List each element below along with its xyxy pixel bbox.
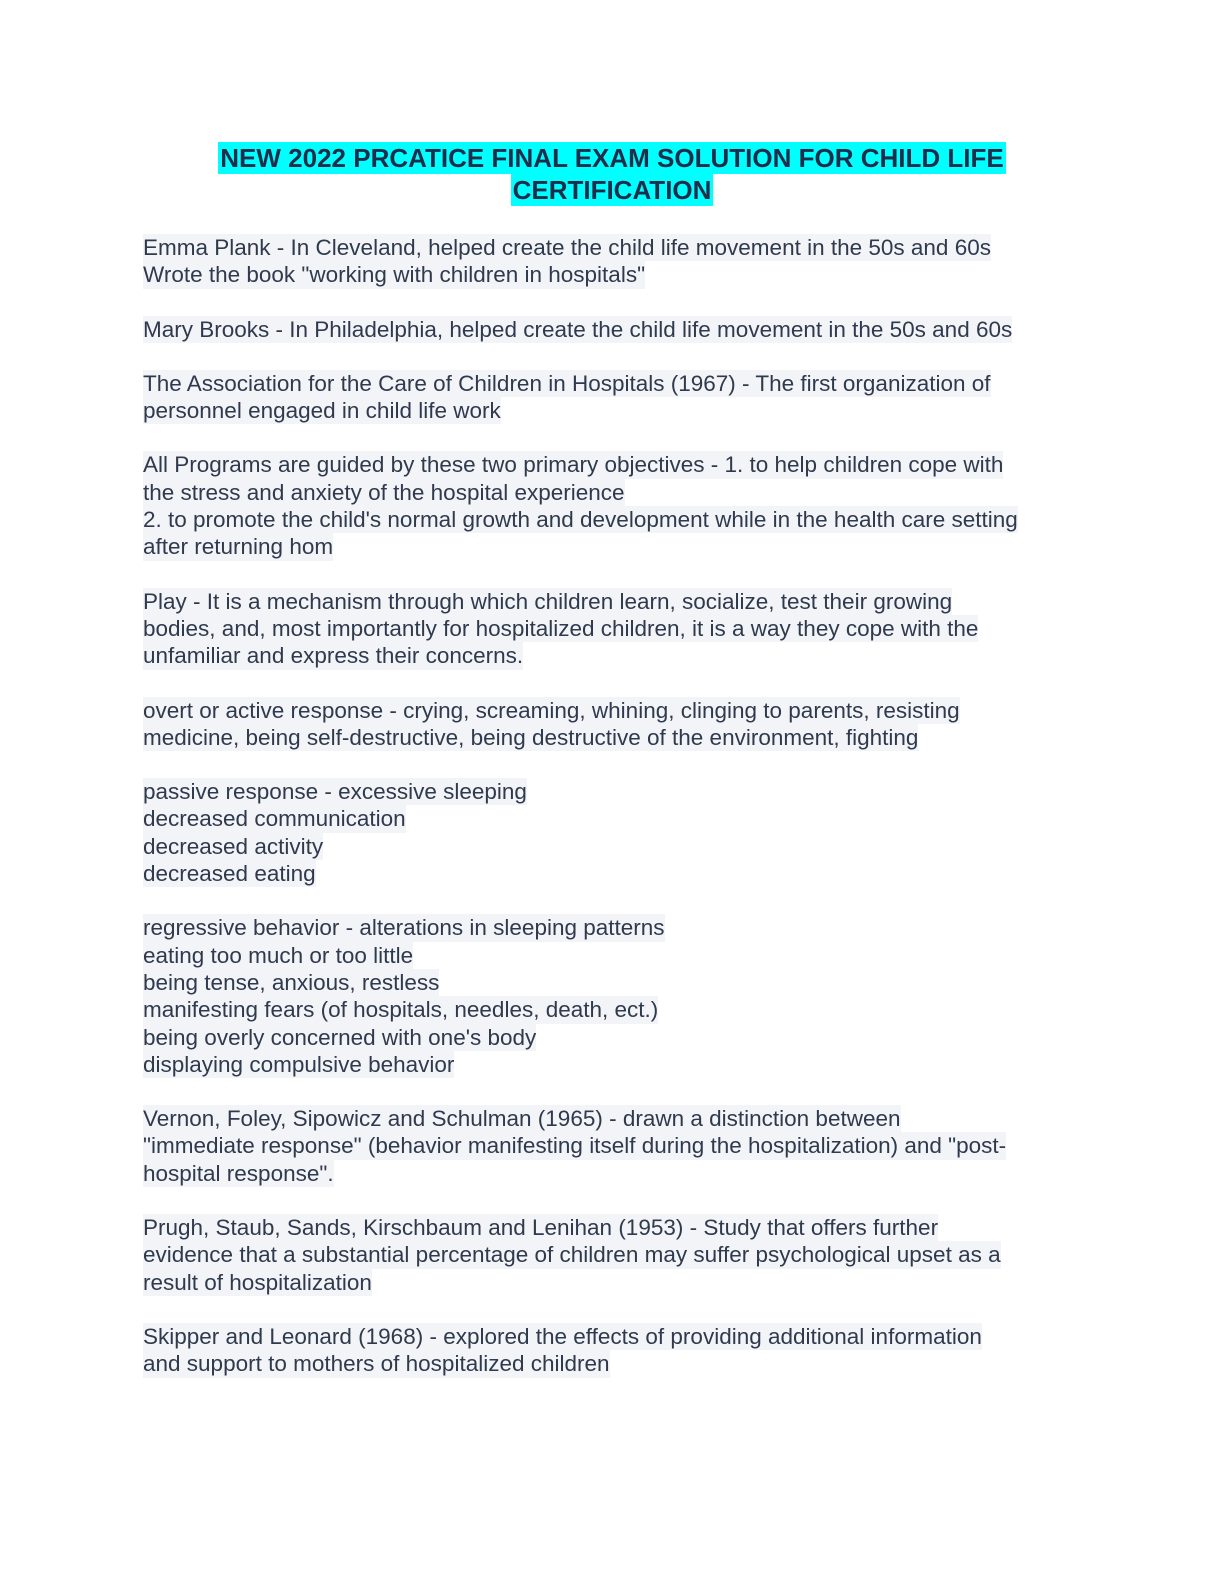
- entry-text: decreased eating: [143, 861, 316, 887]
- entry-line: [143, 1323, 1083, 1350]
- entry-line: [143, 914, 1083, 941]
- entry-line: [143, 1132, 1083, 1159]
- entry-line: [143, 860, 1083, 887]
- entry-text: and support to mothers of hospitalized children: [143, 1351, 610, 1377]
- title-line-1: NEW 2022 PRCATICE FINAL EXAM SOLUTION FOR CHILD LIFE: [220, 143, 1004, 173]
- flashcard-entry: [143, 370, 1083, 425]
- entry-text: decreased communication: [143, 806, 406, 832]
- page-title: [0, 142, 1224, 206]
- entry-line: [143, 451, 1083, 478]
- flashcard-entry: [143, 697, 1083, 752]
- entry-line: [143, 370, 1083, 397]
- entry-text: bodies, and, most importantly for hospitalized children, it is a way they cope with the: [143, 615, 979, 641]
- flashcard-entry: [143, 1214, 1083, 1296]
- entry-text: personnel engaged in child life work: [143, 398, 501, 424]
- entry-line: [143, 397, 1083, 424]
- entry-text: Vernon, Foley, Sipowicz and Schulman (1965) - drawn a distinction between: [143, 1106, 901, 1132]
- entry-line: [143, 1024, 1083, 1051]
- entry-text: result of hospitalization: [143, 1269, 372, 1295]
- flashcard-list: [143, 234, 1083, 1405]
- entry-text: being overly concerned with one's body: [143, 1024, 537, 1050]
- entry-text: regressive behavior - alterations in sleeping patterns: [143, 915, 665, 941]
- entry-line: [143, 1105, 1083, 1132]
- entry-line: [143, 1160, 1083, 1187]
- entry-text: Skipper and Leonard (1968) - explored the effects of providing additional information: [143, 1323, 982, 1349]
- entry-line: [143, 1269, 1083, 1296]
- flashcard-entry: [143, 1105, 1083, 1187]
- entry-line: [143, 261, 1083, 288]
- entry-text: decreased activity: [143, 833, 324, 859]
- entry-line: [143, 316, 1083, 343]
- flashcard-entry: [143, 234, 1083, 289]
- entry-line: [143, 1051, 1083, 1078]
- entry-line: [143, 642, 1083, 669]
- entry-line: [143, 969, 1083, 996]
- entry-line: [143, 506, 1083, 533]
- entry-text: medicine, being self-destructive, being destructive of the environment, fighting: [143, 724, 919, 750]
- entry-line: [143, 724, 1083, 751]
- entry-text: overt or active response - crying, screaming, whining, clinging to parents, resisting: [143, 697, 960, 723]
- flashcard-entry: [143, 778, 1083, 887]
- entry-line: [143, 778, 1083, 805]
- entry-line: [143, 1241, 1083, 1268]
- entry-line: [143, 234, 1083, 261]
- flashcard-entry: [143, 588, 1083, 670]
- entry-line: [143, 1350, 1083, 1377]
- entry-text: The Association for the Care of Children in Hospitals (1967) - The first organization of: [143, 370, 991, 396]
- entry-text: the stress and anxiety of the hospital experience: [143, 479, 625, 505]
- entry-text: Emma Plank - In Cleveland, helped create the child life movement in the 50s and 60s: [143, 235, 991, 260]
- entry-text: "immediate response" (behavior manifesting itself during the hospitalization) and "post-: [143, 1133, 1007, 1159]
- flashcard-entry: [143, 451, 1083, 560]
- entry-text: unfamiliar and express their concerns.: [143, 643, 524, 669]
- flashcard-entry: [143, 914, 1083, 1078]
- entry-text: All Programs are guided by these two primary objectives - 1. to help children cope with: [143, 452, 1004, 478]
- entry-line: [143, 996, 1083, 1023]
- entry-line: [143, 479, 1083, 506]
- entry-text: hospital response".: [143, 1160, 334, 1186]
- entry-text: Prugh, Staub, Sands, Kirschbaum and Lenihan (1953) - Study that offers further: [143, 1215, 939, 1241]
- entry-text: evidence that a substantial percentage of children may suffer psychological upset as a: [143, 1242, 1001, 1268]
- entry-text: eating too much or too little: [143, 942, 414, 968]
- entry-text: after returning hom: [143, 534, 334, 560]
- flashcard-entry: [143, 316, 1083, 343]
- entry-text: manifesting fears (of hospitals, needles, death, ect.): [143, 997, 659, 1023]
- entry-line: [143, 833, 1083, 860]
- entry-text: displaying compulsive behavior: [143, 1051, 455, 1077]
- entry-text: Play - It is a mechanism through which children learn, socialize, test their growing: [143, 588, 953, 614]
- entry-line: [143, 533, 1083, 560]
- entry-text: Mary Brooks - In Philadelphia, helped create the child life movement in the 50s and 60s: [143, 316, 1013, 342]
- title-line-2: CERTIFICATION: [512, 175, 712, 205]
- entry-line: [143, 1214, 1083, 1241]
- entry-line: [143, 615, 1083, 642]
- entry-line: [143, 942, 1083, 969]
- entry-text: passive response - excessive sleeping: [143, 779, 527, 805]
- entry-text: being tense, anxious, restless: [143, 969, 440, 995]
- entry-line: [143, 697, 1083, 724]
- flashcard-entry: [143, 1323, 1083, 1378]
- entry-text: Wrote the book "working with children in hospitals": [143, 262, 646, 288]
- entry-line: [143, 805, 1083, 832]
- entry-text: 2. to promote the child's normal growth and development while in the health care setting: [143, 507, 1018, 533]
- entry-line: [143, 588, 1083, 615]
